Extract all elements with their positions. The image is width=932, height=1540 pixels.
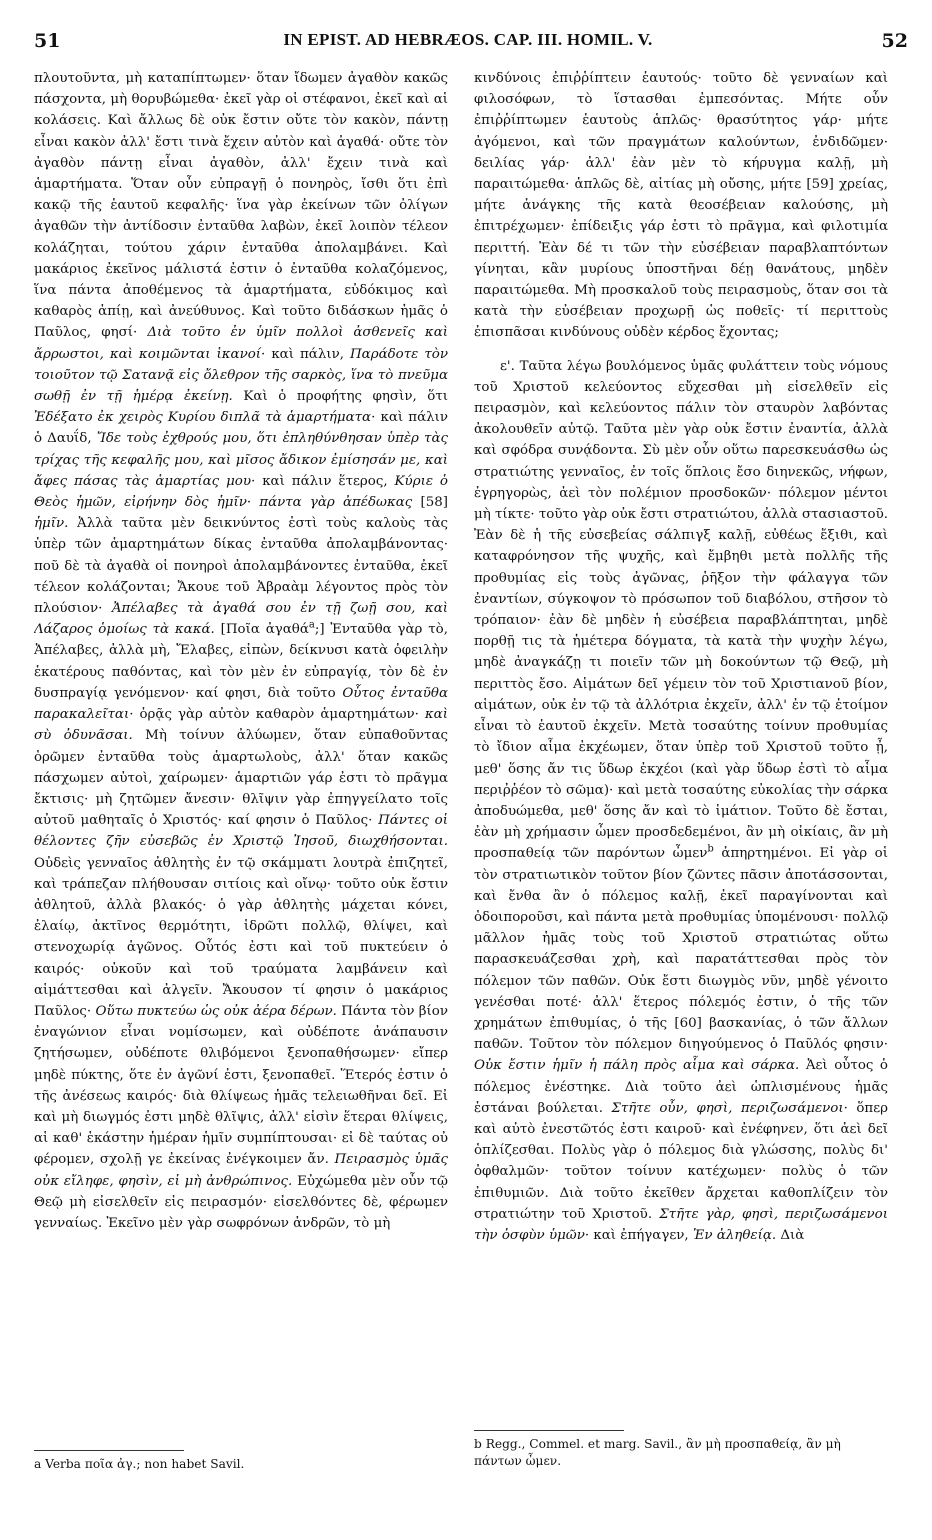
page-number-left: 51 [34,30,61,52]
footnote-rule-right [474,1430,624,1431]
right-column [474,68,888,1458]
right-paragraph-1: κινδύνοις ἐπιῤῥίπτειν ἑαυτούς· τοῦτο δὲ γενναίων καὶ φιλοσόφων, τὸ ἵστασθαι ἐμπεσόντας. Μήτε οὖν ἐπιῤῥίπτωμεν ἑαυτοὺς ἁπλῶς· θρασύτητος γάρ· μήτε ἀγόμενοι, καὶ τῶν πραγμάτων καλούντων, ἐνδιδῶμεν· δειλίας γάρ· ἀλλ' ἐὰν μὲν τὸ κήρυγμα καλῇ, μὴ παραιτώμεθα· ἁπλῶς δὲ, αἰτίας μὴ οὔσης, μήτε [59] χρείας, μήτε ἀνάγκης τῆς κατὰ θεοσέβειαν καλούσης, μὴ ἐπιτρέχωμεν· ἐπίδειξις γάρ ἐστι τὸ πρᾶγμα, καὶ φιλοτιμία περιττή. Ἐὰν δέ τι τῶν τὴν εὐσέβειαν παραβλαπτόντων γίνηται, κἂν μυρίους ὑποστῆναι δέῃ θανάτους, μηδὲν παραιτώμεθα. Μὴ προσκαλοῦ τοὺς πειρασμοὺς, ὅταν σοι τὰ κατὰ τὴν εὐσέβειαν προχωρῇ ὡς ποθεῖς· τί περιττοὺς ἐπισπᾶσαι κινδύνους οὐδὲν κέρδος ἔχοντας; [474,71,888,341]
footnote-right: b Regg., Commel. et marg. Savil., ἂν μὴ προσπαθείᾳ, ἂν μὴ πάντων ὦμεν. [474,1437,841,1468]
left-column [34,68,448,1458]
running-title: IN EPIST. AD HEBRÆOS. CAP. III. HOMIL. V. [283,30,653,49]
right-paragraph-2: ε'. Ταῦτα λέγω βουλόμενος ὑμᾶς φυλάττειν τοὺς νόμους τοῦ Χριστοῦ κελεύοντος εὔχεσθαι μὴ εἰσελθεῖν εἰς πειρασμὸν, καὶ κελεύοντος πάλιν τὸν σταυρὸν λαβόντας ἀκολουθεῖν αὐτῷ. Ταῦτα μὲν γὰρ οὐκ ἔστιν ἐναντία, ἀλλὰ καὶ σφόδρα συνᾴδοντα. Σὺ μὲν οὖν οὕτω παρεσκευάσθω ὡς στρατιώτης γενναῖος, ἐν τοῖς ὅπλοις ἔσο διηνεκῶς, νήφων, ἐγρηγορὼς, ἀεὶ τὸν πολέμιον προσδοκῶν· πόλεμον μέντοι μὴ τίκτε· τοῦτο γὰρ οὐκ ἔστι στρατιώτου, ἀλλὰ στασιαστοῦ. Ἐὰν δὲ ἡ τῆς εὐσεβείας σάλπιγξ καλῇ, εὐθέως ἔξιθι, καὶ καταφρόνησον τῆς ψυχῆς, καὶ ἔμβηθι μετὰ πολλῆς τῆς προθυμίας εἰς τοὺς ἀγῶνας, ῥῆξον τὴν φάλαγγα τῶν ἐναντίων, σύγκοψον τὸ πρόσωπον τοῦ διαβόλου, στῆσον τὸ τρόπαιον· ἐὰν δὲ μηδὲν ἡ εὐσέβεια παραβλάπτηται, μηδὲ πορθῇ τις τὰ ἡμέτερα δόγματα, τὰ κατὰ τὴν ψυχὴν λέγω, μηδὲ ἀναγκάζῃ τι ποιεῖν τῶν μὴ δοκούντων τῷ Θεῷ, μὴ περιττὸς ἔσο. Αἱμάτων δεῖ γέμειν τὸν τοῦ Χριστιανοῦ βίον, αἱμάτων, οὐκ ἐν τῷ τὰ ἀλλότρια ἐκχεῖν, ἀλλ' ἐν τῷ ἑτοίμον εἶναι τὸ ἑαυτοῦ ἐκχεῖν. Μετὰ τοσαύτης τοίνυν προθυμίας τὸ ἴδιον αἷμα ἐκχέωμεν, ὅταν ὑπὲρ τοῦ Χριστοῦ τοῦτο ᾖ, μεθ' ὅσης ἄν τις ὕδωρ ἐκχέοι (καὶ γὰρ ὕδωρ ἐστὶ τὸ αἷμα περιῤῥέον τὸ σῶμα)· καὶ μετὰ τοσαύτης εὐκολίας τὴν σάρκα ἀποδυώμεθα, μεθ' ὅσης ἄν καὶ τὸ ἱμάτιον. Τοῦτο δὲ ἔσται, ἐὰν μὴ χρήμασιν ὦμεν προσδεδεμένοι, ἂν μὴ οἰκίαις, ἂν μὴ προσπαθείᾳ τῶν παρόντων ὦμεν$^b$ ἀπηρτημένοι. Εἰ γὰρ οἱ τὸν στρατιωτικὸν τοῦτον βίον ζῶντες πᾶσιν ἀποτάσσονται, καὶ ἔνθα ἂν ὁ πόλεμος καλῇ, ἐκεῖ παραγίνονται καὶ ὁδοιποροῦσι, καὶ πάντα μετὰ προθυμίας ὑπομένουσι· πολλῷ μᾶλλον ἡμᾶς τοὺς τοῦ Χριστοῦ στρατιώτας οὕτω παρασκευάζεσθαι χρὴ, καὶ παρατάττεσθαι πρὸς τὸν πόλεμον τῶν παθῶν. Οὐκ ἔστι διωγμὸς νῦν, μηδὲ γένοιτο γενέσθαι ποτέ· ἀλλ' ἕτερος πόλεμός ἐστιν, ὁ τῆς τῶν χρημάτων ἐπιθυμίας, ὁ τῆς [60] βασκανίας, ὁ τῶν ἄλλων παθῶν. Τοῦτον τὸν πόλεμον διηγούμενος ὁ Παῦλός φησιν· Οὐκ ἔστιν ἡμῖν ἡ πάλη πρὸς αἷμα καὶ σάρκα. Ἀεὶ οὗτος ὁ πόλεμος ἐνέστηκε. Διὰ τοῦτο ἀεὶ ὡπλισμένους ἡμᾶς ἑστάναι βούλεται. Στῆτε οὖν, φησὶ, περιζωσάμενοι· ὅπερ καὶ αὐτὸ ἐνεστῶτός ἐστι καιροῦ· καὶ ἐνέφηνεν, ὅτι ἀεὶ δεῖ ὁπλίζεσθαι. Πολὺς γὰρ ὁ πόλεμος διὰ γλώσσης, πολὺς δι' ὀφθαλμῶν· τοῦτον τοίνυν κατέχωμεν· πολὺς ὁ τῶν ἐπιθυμιῶν. Διὰ τοῦτο ἐκεῖθεν ἄρχεται καθοπλίζειν τὸν στρατιώτην τοῦ Χριστοῦ. Στῆτε γὰρ, φησὶ, περιζωσάμενοι τὴν ὀσφὺν ὑμῶν· καὶ ἐπήγαγεν, Ἐν ἀληθείᾳ. Διὰ [474,358,888,1243]
footnote-mark-b: b [707,843,714,855]
footnote-rule-left [34,1450,184,1451]
running-header [28,30,908,60]
left-paragraph: πλουτοῦντα, μὴ καταπίπτωμεν· ὅταν ἴδωμεν ἀγαθὸν κακῶς πάσχοντα, μὴ θορυβώμεθα· ἐκεῖ γὰρ οἱ στέφανοι, ἐκεῖ καὶ αἱ κολάσεις. Καὶ ἄλλως δὲ οὐκ ἔστιν οὔτε τὸν κακὸν, πάντῃ εἶναι κακὸν ἀλλ' ἔστι τινὰ ἔχειν αὐτὸν καὶ ἀγαθά· οὔτε τὸν ἀγαθὸν πάντῃ εἶναι ἀγαθὸν, ἀλλ' ἔχειν τινὰ καὶ ἁμαρτήματα. Ὅταν οὖν εὐπραγῇ ὁ πονηρὸς, ἴσθι ὅτι ἐπὶ κακῷ τῆς ἑαυτοῦ κεφαλῆς· ἵνα γὰρ ἐκείνων τῶν ὀλίγων ἀγαθῶν τὴν ἀντίδοσιν ἐνταῦθα λαβὼν, ἐκεῖ λοιπὸν τέλεον κολάζηται, τούτου χάριν ἐνταῦθα ἀπολαμβάνει. Καὶ μακάριος ἐκεῖνος μάλιστά ἐστιν ὁ ἐνταῦθα κολαζόμενος, ἵνα πάντα ἀποθέμενος τὰ ἁμαρτήματα, εὐδόκιμος καὶ καθαρὸς ἀπίῃ, καὶ ἀνεύθυνος. Καὶ τοῦτο διδάσκων ἡμᾶς ὁ Παῦλος, φησί· Διὰ τοῦτο ἐν ὑμῖν πολλοὶ ἀσθενεῖς καὶ ἄρρωστοι, καὶ κοιμῶνται ἱκανοί· καὶ πάλιν, Παράδοτε τὸν τοιοῦτον τῷ Σατανᾷ εἰς ὄλεθρον τῆς σαρκὸς, ἵνα τὸ πνεῦμα σωθῇ ἐν τῇ ἡμέρᾳ ἐκείνῃ. Καὶ ὁ προφήτης φησὶν, ὅτι Ἐδέξατο ἐκ χειρὸς Κυρίου διπλᾶ τὰ ἁμαρτήματα· καὶ πάλιν ὁ Δαυΐδ, Ἴδε τοὺς ἐχθρούς μου, ὅτι ἐπληθύνθησαν ὑπὲρ τὰς τρίχας τῆς κεφαλῆς μου, καὶ μῖσος ἄδικον ἐμίσησάν με, καὶ ἄφες πάσας τὰς ἁμαρτίας μου· καὶ πάλιν ἕτερος, Κύριε ὁ Θεὸς ἡμῶν, εἰρήνην δὸς ἡμῖν· πάντα γὰρ ἀπέδωκας [58] ἡμῖν. Ἀλλὰ ταῦτα μὲν δεικνύντος ἐστὶ τοὺς καλοὺς τὰς ὑπὲρ τῶν ἁμαρτημάτων δίκας ἐνταῦθα ἀπολαμβάνοντας· ποῦ δὲ τὰ ἀγαθὰ οἱ πονηροὶ ἀπολαμβάνοντες ἐνταῦθα, ἐκεῖ τέλεον κολάζονται; Ἄκουε τοῦ Ἀβραὰμ λέγοντος πρὸς τὸν πλούσιον· Ἀπέλαβες τὰ ἀγαθά σου ἐν τῇ ζωῇ σου, καὶ Λάζαρος ὁμοίως τὰ κακά. [Ποῖα ἀγαθά$^a$;] Ἐνταῦθα γὰρ τὸ, Ἀπέλαβες, ἀλλὰ μὴ, Ἔλαβες, εἰπὼν, δείκνυσι κατὰ ὀφειλὴν ἑκατέρους παθόντας, καὶ τὸν μὲν ἐν εὐπραγίᾳ, τὸν δὲ ἐν δυσπραγίᾳ γενόμενον· καί φησι, διὰ τοῦτο Οὗτος ἐνταῦθα παρακαλεῖται· ὁρᾷς γὰρ αὐτὸν καθαρὸν ἁμαρτημάτων· καὶ σὺ ὀδυνᾶσαι. Μὴ τοίνυν ἀλύωμεν, ὅταν εὐπαθοῦντας ὁρῶμεν ἐνταῦθα τοὺς ἁμαρτωλοὺς, ἀλλ' ὅταν κακῶς πάσχωμεν αὐτοὶ, χαίρωμεν· ἁμαρτιῶν γάρ ἐστι τὸ πρᾶγμα ἔκτισις· μὴ ζητῶμεν ἄνεσιν· θλῖψιν γὰρ ἐπηγγείλατο τοῖς αὐτοῦ μαθηταῖς ὁ Χριστός· καί φησιν ὁ Παῦλος· Πάντες οἱ θέλοντες ζῆν εὐσεβῶς ἐν Χριστῷ Ἰησοῦ, διωχθήσονται. Οὐδεὶς γενναῖος ἀθλητὴς ἐν τῷ σκάμματι λουτρὰ ἐπιζητεῖ, καὶ τράπεζαν πλήθουσαν σιτίοις καὶ οἴνῳ· τοῦτο οὐκ ἔστιν ἀθλητοῦ, ἀλλὰ βλακός· ὁ γὰρ ἀθλητὴς μάχεται κόνει, ἐλαίῳ, ἀκτῖνος θερμότητι, ἱδρῶτι πολλῷ, θλίψει, καὶ στενοχωρίᾳ ἀγῶνος. Οὗτός ἐστι καὶ τοῦ πυκτεύειν ὁ καιρός· οὐκοῦν καὶ τοῦ τραύματα λαμβάνειν καὶ αἱμάττεσθαι καὶ ἀλγεῖν. Ἄκουσον τί φησιν ὁ μακάριος Παῦλος· Οὕτω πυκτεύω ὡς οὐκ ἀέρα δέρων. Πάντα τὸν βίον ἐναγώνιον εἶναι νομίσωμεν, καὶ οὐδέποτε ἀνάπαυσιν ζητήσωμεν, οὐδέποτε θλιβόμενοι ξενοπαθήσωμεν· εἴπερ μηδὲ πύκτης, ὅτε ἐν ἀγῶνί ἐστι, ξενοπαθεῖ. Ἕτερός ἐστιν ὁ τῆς ἀνέσεως καιρός· διὰ θλίψεως ἡμᾶς τελειωθῆναι δεῖ. Εἰ καὶ μὴ διωγμός ἐστι μηδὲ θλῖψις, ἀλλ' εἰσὶν ἕτεραι θλίψεις, αἱ καθ' ἑκάστην ἡμέραν ἡμῖν συμπίπτουσαι· εἰ δὲ ταύτας οὐ φέρομεν, σχολῇ γε ἐκείνας ἐνέγκοιμεν ἄν. Πειρασμὸς ὑμᾶς οὐκ εἴληφε, φησὶν, εἰ μὴ ἀνθρώπινος. Εὐχώμεθα μὲν οὖν τῷ Θεῷ μὴ εἰσελθεῖν εἰς πειρασμόν· εἰσελθόντες δὲ, φέρωμεν γενναίως. Ἐκεῖνο μὲν γὰρ σωφρόνων ἀνδρῶν, τὸ μὴ [34,71,448,1231]
footnote-left: a Verba ποῖα ἀγ.; non habet Savil. [34,1457,245,1471]
footnote-mark-a: a [308,619,315,631]
page-number-right: 52 [881,30,908,52]
